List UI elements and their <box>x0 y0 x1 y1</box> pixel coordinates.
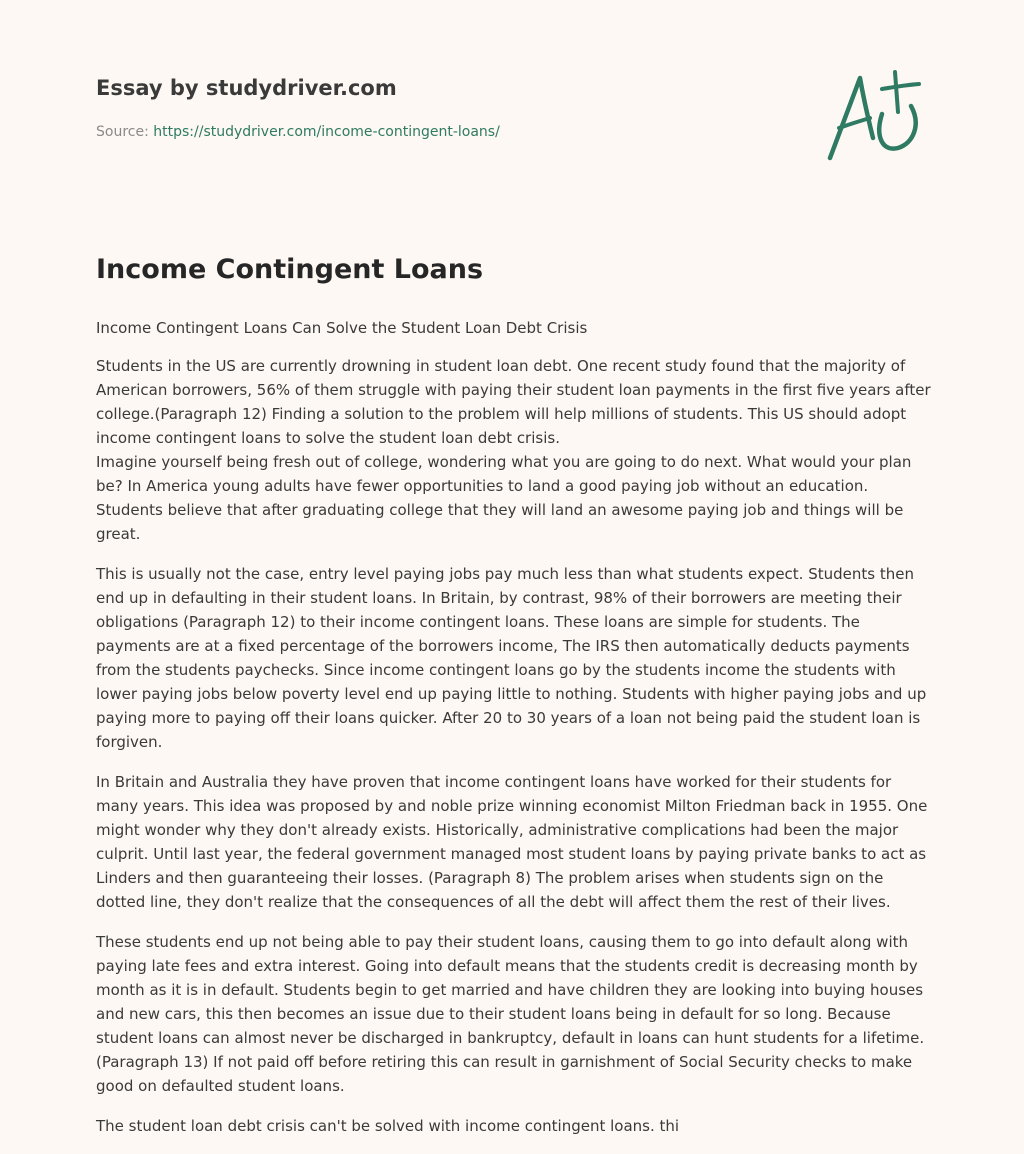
essay-subtitle: Income Contingent Loans Can Solve the Student Loan Debt Crisis <box>96 319 588 337</box>
essay-paragraph: Imagine yourself being fresh out of college, wondering what you are going to do next. What would your plan be? In America young adults have fewer opportunities to land a good paying job without an education. Students believe that after graduating college that they will land an awesome paying job and things will be great. <box>96 453 912 543</box>
source-line <box>96 124 500 140</box>
essay-title: Income Contingent Loans <box>96 254 484 285</box>
source-label: Source: <box>96 124 154 140</box>
essay-paragraph: The student loan debt crisis can't be solved with income contingent loans. thi <box>96 1117 680 1135</box>
essay-paragraph: Students in the US are currently drowning in student loan debt. One recent study found that the majority of American borrowers, 56% of them struggle with paying their student loan payments in the first five years after college.(Paragraph 12) Finding a solution to the problem will help millions of students. This US should adopt income contingent loans to solve the student loan debt crisis. <box>96 357 931 447</box>
a-plus-grade-icon <box>820 66 930 166</box>
essay-paragraph: These students end up not being able to pay their student loans, causing them to go into default along with paying late fees and extra interest. Going into default means that the students credit is decreasing month by month as it is in default. Students begin to get married and have children they are looking into buying houses and new cars, this then becomes an issue due to their student loans being in default for so long. Because student loans can almost never be discharged in bankruptcy, default in loans can hunt students for a lifetime. (Paragraph 13) If not paid off before retiring this can result in garnishment of Social Security checks to make good on defaulted student loans. <box>96 933 925 1095</box>
site-title: Essay by studydriver.com <box>96 76 397 100</box>
essay-body <box>96 316 932 1154</box>
essay-paragraph: In Britain and Australia they have proven that income contingent loans have worked for their students for many years. This idea was proposed by and noble prize winning economist Milton Friedman back in 1955. One might wonder why they don't already exists. Historically, administrative complications had been the major culprit. Until last year, the federal government managed most student loans by paying private banks to act as Linders and then guaranteeing their losses. (Paragraph 8) The problem arises when students sign on the dotted line, they don't realize that the consequences of all the debt will affect them the rest of their lives. <box>96 773 928 911</box>
source-link[interactable]: https://studydriver.com/income-contingent-loans/ <box>153 124 500 140</box>
essay-paragraph: This is usually not the case, entry level paying jobs pay much less than what students expect. Students then end up in defaulting in their student loans. In Britain, by contrast, 98% of their borrowers are meeting their obligations (Paragraph 12) to their income contingent loans. These loans are simple for students. The payments are at a fixed percentage of the borrowers income, The IRS then automatically deducts payments from the students paychecks. Since income contingent loans go by the students income the students with lower paying jobs below poverty level end up paying little to nothing. Students with higher paying jobs and up paying more to paying off their loans quicker. After 20 to 30 years of a loan not being paid the student loan is forgiven. <box>96 565 927 751</box>
